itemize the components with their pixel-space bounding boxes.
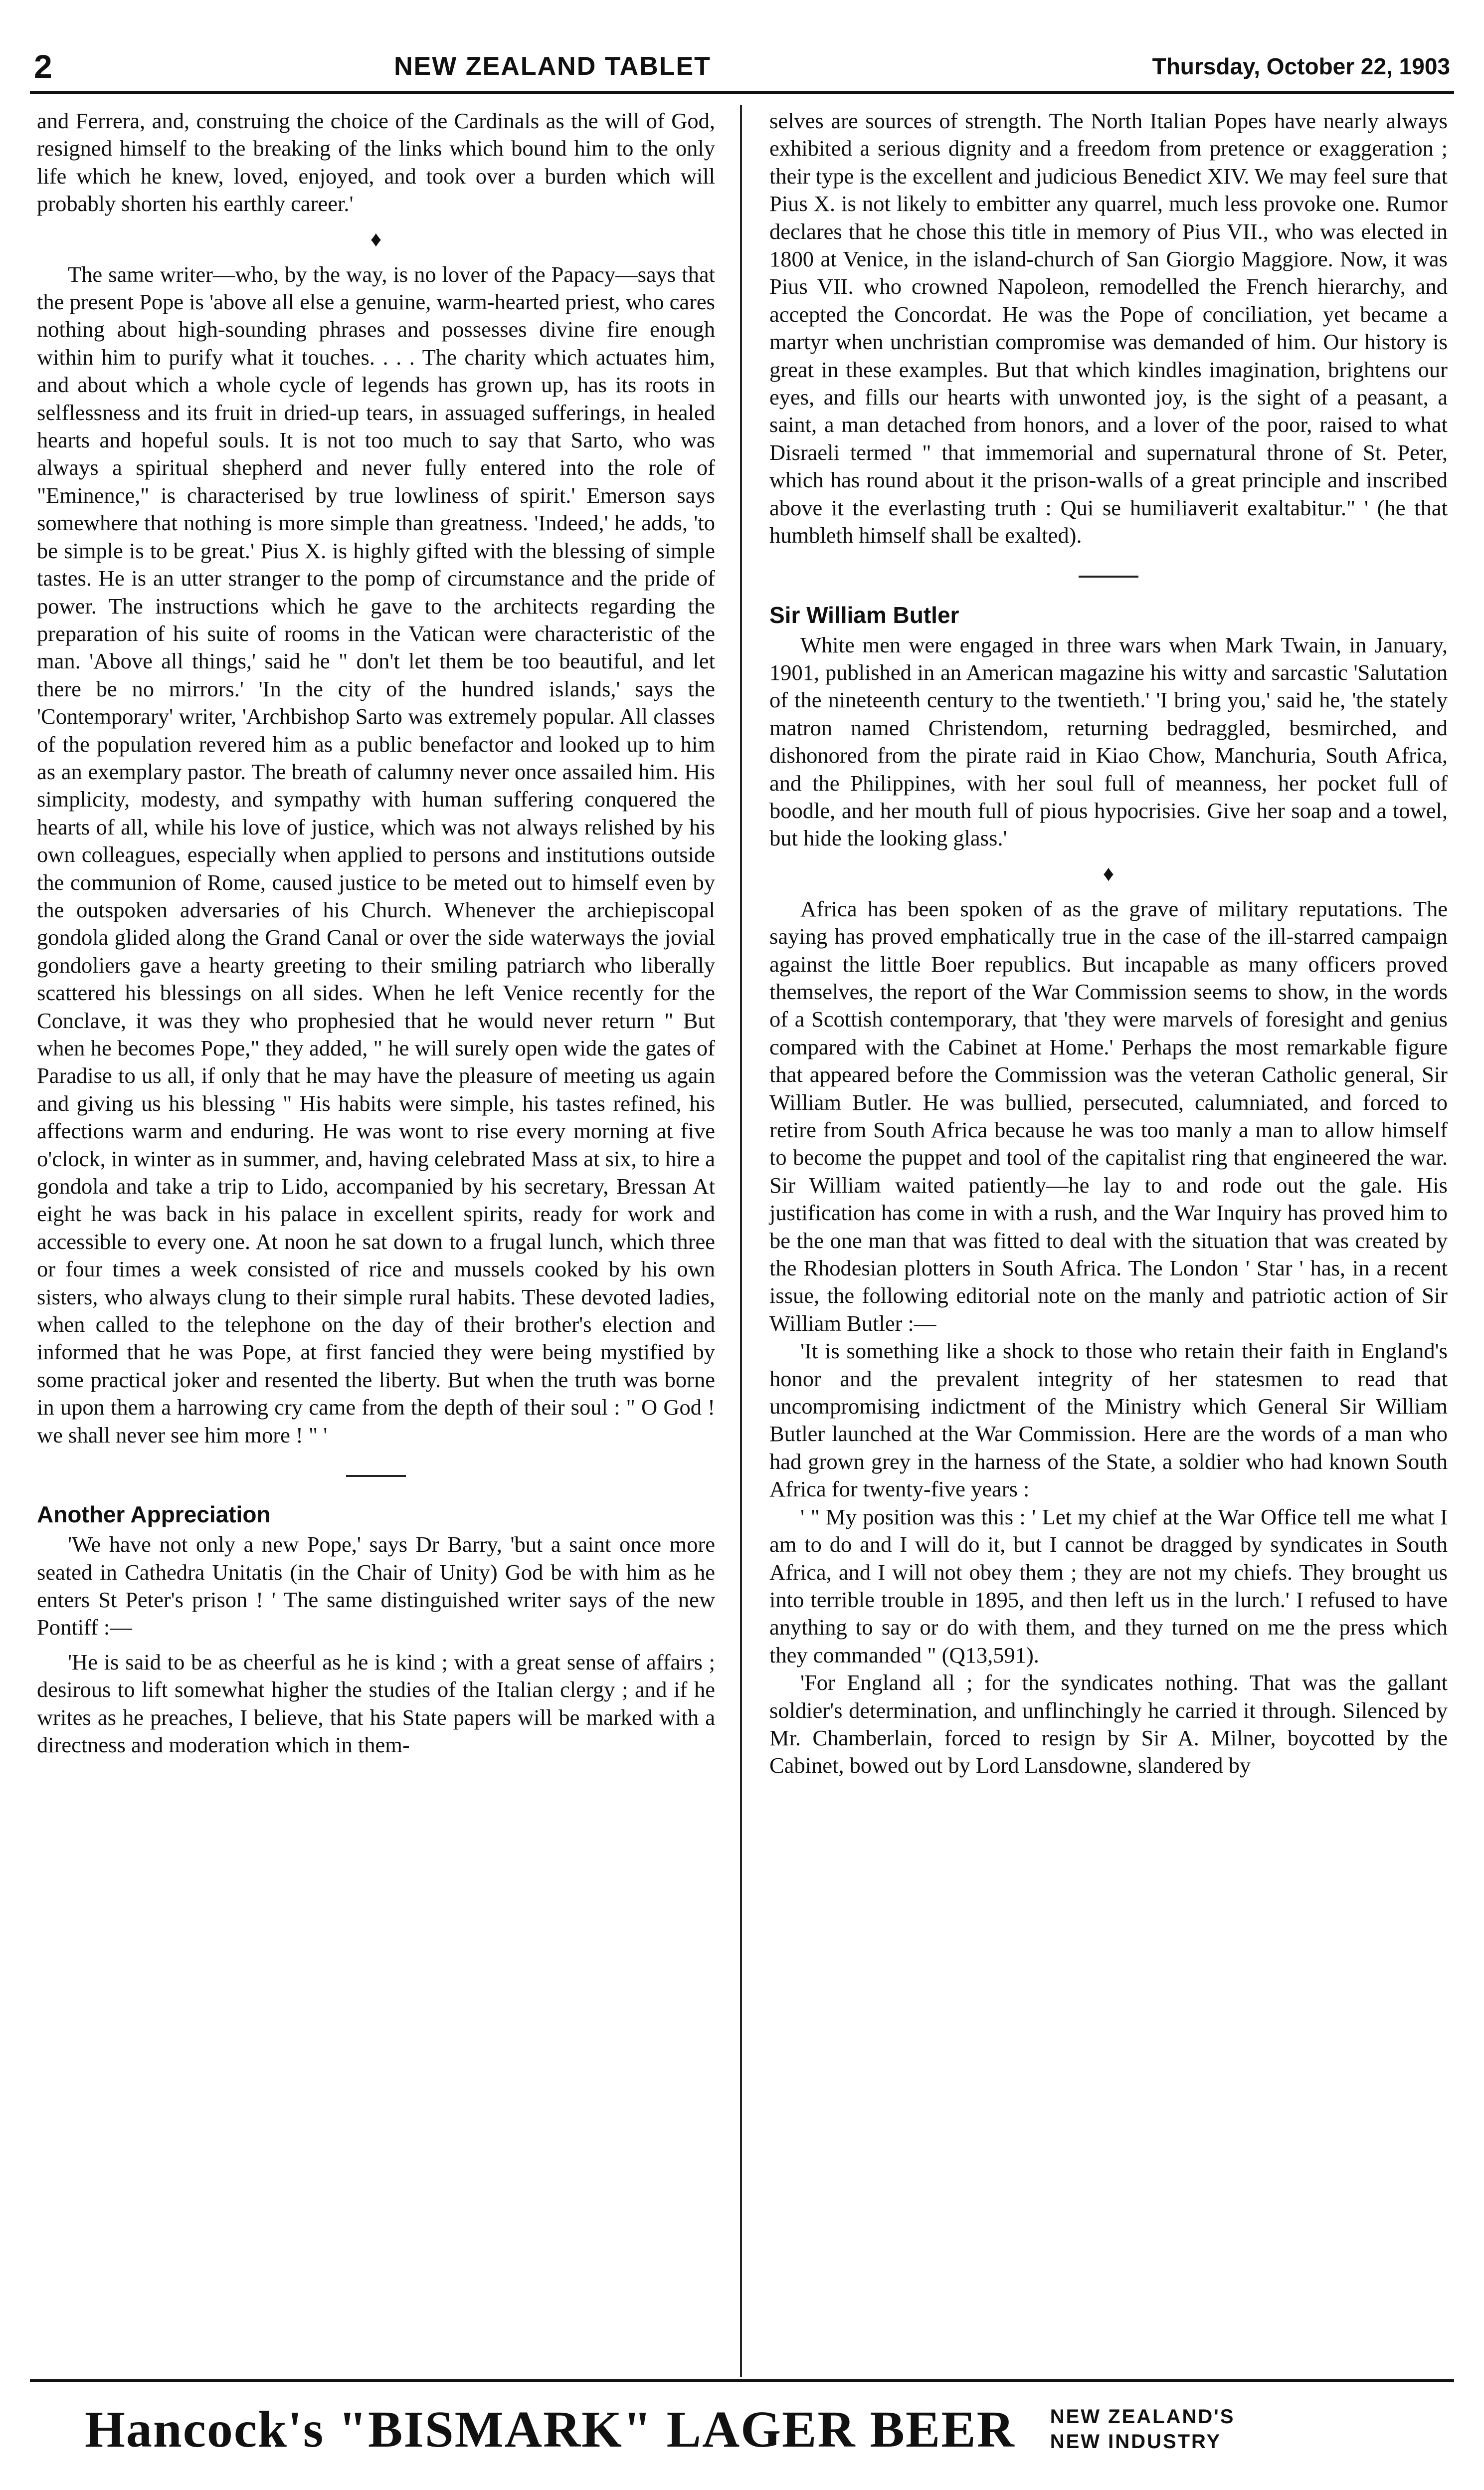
section-ornament: ♦ bbox=[1103, 861, 1114, 886]
section-divider bbox=[346, 1475, 406, 1477]
advertisement-tagline bbox=[1050, 2404, 1235, 2454]
article-paragraph: 'We have not only a new Pope,' says Dr Barry, 'but a saint once more seated in Cathedra Unitatis (in the Chair of Unity) God be with him as he enters St Peter's prison ! ' The same distinguished writer says of the new Pontiff :— bbox=[37, 1532, 715, 1640]
advertisement-banner bbox=[85, 2394, 1431, 2464]
section-ornament: ♦ bbox=[370, 226, 382, 251]
advertisement-tagline-line: NEW INDUSTRY bbox=[1050, 2431, 1222, 2453]
article-paragraph: Africa has been spoken of as the grave of military reputations. The saying has proved emphatically true in the case of the ill-starred campaign against the little Boer republics. But incapable as many officers proved themselves, the report of the War Commission seems to show, in the words of a Scottish contemporary, that 'they were marvels of foresight and genius compared with the Cabinet at Home.' Perhaps the most remarkable figure that appeared before the Commission was the veteran Catholic general, Sir William Butler. He was bullied, persecuted, calumniated, and forced to retire from South Africa because he was too manly a man to allow himself to become the puppet and tool of the capitalist ring that engineered the war. Sir William waited patiently—he lay to and rode out the gale. His justification has come in with a rush, and the War Inquiry has proved him to be the one man that was fitted to deal with the situation that was created by the Rhodesian plotters in South Africa. The London ' Star ' has, in a recent issue, the following editorial note on the manly and patriotic action of Sir William Butler :— bbox=[769, 896, 1448, 1336]
column-divider bbox=[740, 105, 742, 2377]
right-column bbox=[769, 107, 1448, 1780]
page-header bbox=[34, 44, 1450, 89]
paper-title: NEW ZEALAND TABLET bbox=[394, 52, 711, 81]
article-paragraph: 'For England all ; for the syndicates nothing. That was the gallant soldier's determination, and unflinchingly he carried it through. Silenced by Mr. Chamberlain, forced to resign by Sir A. Milner, boycotted by the Cabinet, bowed out by Lord Lansdowne, slandered by bbox=[769, 1670, 1448, 1778]
article-paragraph: 'He is said to be as cheerful as he is kind ; with a great sense of affairs ; desirous to lift somewhat higher the studies of the Italian clergy ; and if he writes as he preaches, I believe, that his State papers will be marked with a directness and moderation which in them- bbox=[37, 1649, 715, 1757]
section-divider bbox=[1079, 576, 1138, 578]
article-paragraph: ' " My position was this : ' Let my chief at the War Office tell me what I am to do and I will do it, but I cannot be dragged by syndicates in South Africa, and I will not obey them ; they are not my chiefs. They brought us into terrible trouble in 1895, and then left us in the lurch.' I refused to have anything to say or do with them, and they turned on me the press which they commanded " (Q13,591). bbox=[769, 1504, 1448, 1667]
article-paragraph: selves are sources of strength. The North Italian Popes have nearly always exhibited a serious dignity and a freedom from pretence or exaggeration ; their type is the excellent and judicious Benedict XIV. We may feel sure that Pius X. is not likely to embitter any quarrel, much less provoke one. Rumor declares that he chose this title in memory of Pius VII., who was elected in 1800 at Venice, in the island-church of San Giorgio Maggiore. Now, it was Pius VII. who crowned Napoleon, remodelled the French hierarchy, and accepted the Concordat. He was the Pope of conciliation, yet became a martyr when unchristian compromise was demanded of him. Our history is great in these examples. But that which kindles imagination, brightens our eyes, and fills our hearts with unwonted joy, is the sight of a peasant, a saint, a man detached from honors, and a lover of the poor, raised to what Disraeli termed " that immemorial and supernatural throne of St. Peter, which has round about it the prison-walls of a great principle and inscribed above it the everlasting truth : Qui se humiliaverit exaltabitur." ' (he that humbleth himself shall be exalted). bbox=[769, 108, 1448, 548]
article-paragraph: The same writer—who, by the way, is no lover of the Papacy—says that the present Pope is 'above all else a genuine, warm-hearted priest, who cares nothing about high-sounding phrases and possesses divine fire enough within him to purify what it touches. . . . The charity which actuates him, and about which a whole cycle of legends has grown up, has its roots in selflessness and its fruit in dried-up tears, in assuaged sufferings, in healed hearts and hopeful souls. It is not too much to say that Sarto, who was always a spiritual shepherd and never fully entered into the role of "Eminence," is characterised by true lowliness of spirit.' Emerson says somewhere that nothing is more simple than greatness. 'Indeed,' he adds, 'to be simple is to be great.' Pius X. is highly gifted with the blessing of simple tastes. He is an utter stranger to the pomp of circumstance and the pride of power. The instructions which he gave to the architects regarding the preparation of his suite of rooms in the Vatican were characteristic of the man. 'Above all things,' said he " don't let them be too beautiful, and let there be no mirrors.' 'In the city of the hundred islands,' says the 'Contemporary' writer, 'Archbishop Sarto was extremely popular. All classes of the population revered him as a public benefactor and looked up to him as an exemplary pastor. The breath of calumny never once assailed him. His simplicity, modesty, and sympathy with human suffering conquered the hearts of all, while his love of justice, which was not always relished by his own colleagues, especially when applied to persons and institutions outside the communion of Rome, caused justice to be meted out to himself even by the outspoken adversaries of his Church. Whenever the archiepiscopal gondola glided along the Grand Canal or over the side waterways the jovial gondoliers gave a hearty greeting to their smiling patriarch who liberally scattered his blessings on all sides. When he left Venice recently for the Conclave, it was they who prophesied that he would never return " But when he becomes Pope," they added, " he will surely open wide the gates of Paradise to us all, if only that he may have the pleasure of meeting us again and giving us his blessing " His habits were simple, his tastes refined, his affections warm and enduring. He was wont to rise every morning at five o'clock, in winter as in summer, and, having celebrated Mass at six, to hire a gondola and take a trip to Lido, accompanied by his secretary, Bressan At eight he was back in his palace in excellent spirits, ready for work and accessible to every one. At noon he sat down to a frugal lunch, which three or four times a week consisted of rice and mussels cooked by his own sisters, who always clung to their simple rural habits. These devoted ladies, when called to the telephone on the day of their brother's election and informed that he was Pope, at first fancied they were being mystified by some practical joker and resented the liberty. But when the truth was borne in upon them a harrowing cry came from the depth of their soul : " O God ! we shall never see him more ! " ' bbox=[37, 261, 715, 1448]
advertisement-tagline-line: NEW ZEALAND'S bbox=[1050, 2406, 1235, 2428]
left-column bbox=[37, 107, 715, 1759]
page-number: 2 bbox=[34, 48, 52, 85]
article-paragraph: and Ferrera, and, construing the choice of the Cardinals as the will of God, resigned himself to the breaking of the links which bound him to the only life which he knew, loved, enjoyed, and took over a burden which will probably shorten his earthly career.' bbox=[37, 108, 715, 216]
section-heading: Another Appreciation bbox=[37, 1501, 271, 1528]
advertisement-headline: Hancock's "BISMARK" LAGER BEER bbox=[85, 2400, 1015, 2458]
header-rule bbox=[30, 91, 1454, 94]
issue-date: Thursday, October 22, 1903 bbox=[1152, 53, 1450, 79]
article-paragraph: 'It is something like a shock to those who retain their faith in England's honor and the prevalent integrity of her statesmen to read that uncompromising indictment of the Ministry which General Sir William Butler launched at the War Commission. Here are the words of a man who had grown grey in the harness of the State, a soldier who had known South Africa for twenty-five years : bbox=[769, 1338, 1448, 1502]
footer-rule bbox=[30, 2379, 1454, 2382]
section-heading: Sir William Butler bbox=[769, 602, 959, 628]
article-paragraph: White men were engaged in three wars when Mark Twain, in January, 1901, published in an American magazine his witty and sarcastic 'Salutation of the nineteenth century to the twentieth.' 'I bring you,' said he, 'the stately matron named Christendom, returning bedraggled, besmirched, and dishonored from the pirate raid in Kiao Chow, Manchuria, South Africa, and the Philippines, with her soul full of meanness, her pocket full of boodle, and her mouth full of pious hypocrisies. Give her soap and a towel, but hide the looking glass.' bbox=[769, 632, 1448, 851]
